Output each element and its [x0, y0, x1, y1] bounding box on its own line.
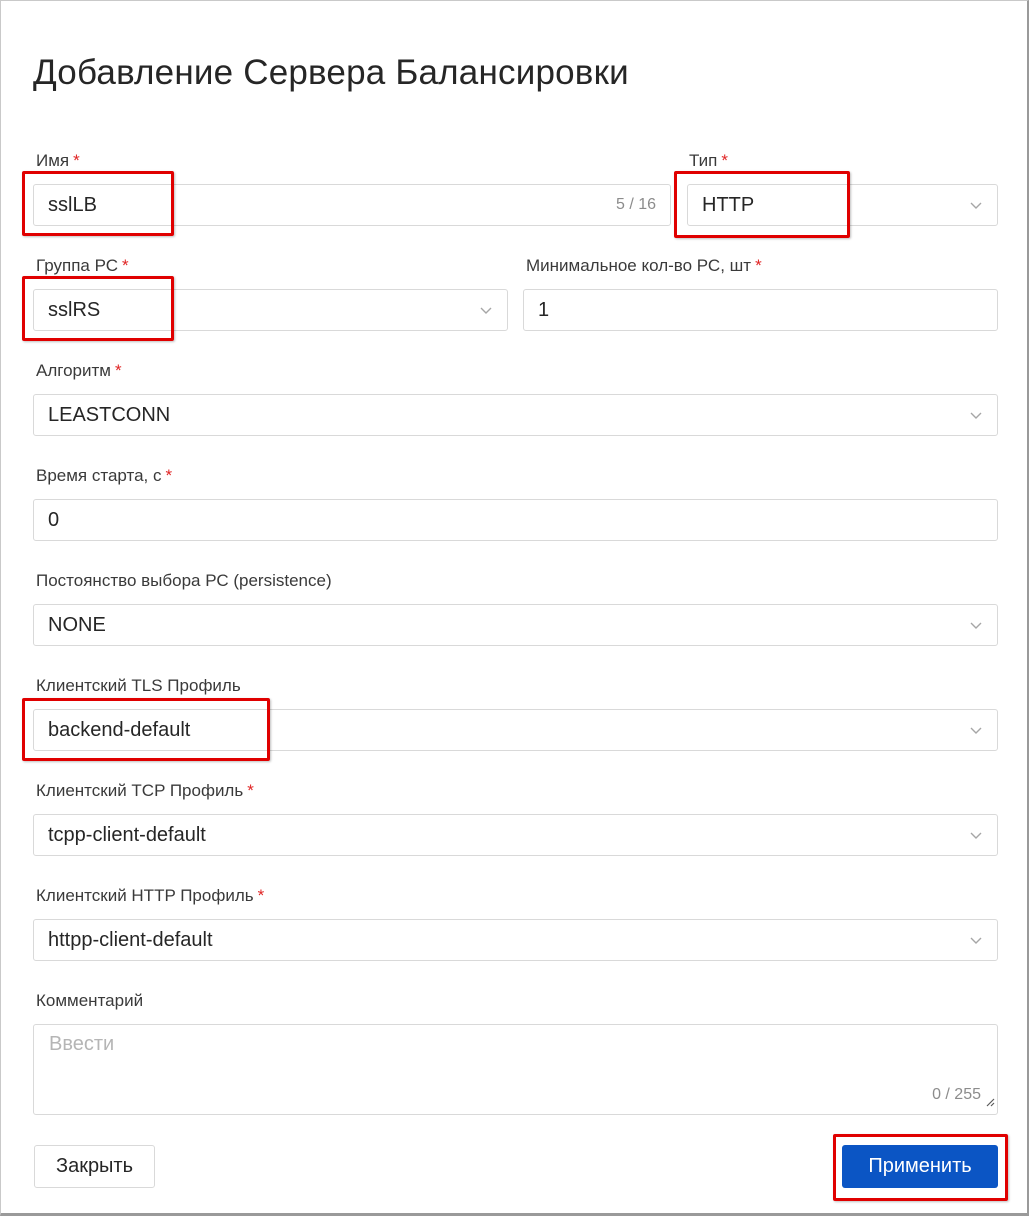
chevron-down-icon: [969, 618, 983, 632]
tcp-profile-select[interactable]: [33, 814, 998, 856]
required-mark: *: [73, 151, 80, 170]
pool-select-value: sslRS: [48, 298, 101, 321]
resize-grip-icon[interactable]: [985, 1094, 995, 1112]
apply-button[interactable]: Применить: [842, 1145, 998, 1188]
min-rs-input[interactable]: [523, 289, 998, 331]
http-profile-select-value: httpp-client-default: [48, 928, 213, 951]
persistence-select-value: NONE: [48, 613, 106, 636]
name-label: Имя *: [36, 151, 80, 170]
tcp-profile-select-value: tcpp-client-default: [48, 823, 206, 846]
required-mark: *: [165, 466, 173, 485]
comment-char-counter: 0 / 255: [932, 1086, 981, 1103]
start-time-input-value: 0: [48, 508, 60, 531]
start-time-input[interactable]: [33, 499, 998, 541]
chevron-down-icon: [479, 303, 493, 317]
persistence-select[interactable]: [33, 604, 998, 646]
pool-label: Группа РС *: [36, 256, 129, 275]
close-button[interactable]: Закрыть: [34, 1145, 155, 1188]
min-rs-input-value: 1: [538, 298, 550, 321]
required-mark: *: [247, 781, 254, 800]
name-input-value: sslLB: [48, 193, 97, 216]
type-select[interactable]: [687, 184, 998, 226]
comment-placeholder: Ввести: [49, 1033, 115, 1055]
start-time-label: Время старта, с *: [36, 466, 173, 485]
algorithm-select[interactable]: [33, 394, 998, 436]
tls-profile-select[interactable]: [33, 709, 998, 751]
required-mark: *: [755, 256, 762, 275]
dialog-title: Добавление Сервера Балансировки: [33, 53, 629, 92]
required-mark: *: [122, 256, 129, 275]
type-select-value: HTTP: [702, 193, 755, 216]
required-mark: *: [721, 151, 728, 170]
name-input[interactable]: [33, 184, 671, 226]
min-rs-label: Минимальное кол-во РС, шт *: [526, 256, 762, 275]
http-profile-select[interactable]: [33, 919, 998, 961]
comment-textarea[interactable]: [33, 1024, 998, 1115]
chevron-down-icon: [969, 408, 983, 422]
tcp-profile-label: Клиентский TCP Профиль *: [36, 781, 254, 800]
required-mark: *: [257, 886, 265, 905]
chevron-down-icon: [969, 828, 983, 842]
comment-label: Комментарий: [36, 991, 144, 1010]
persistence-label: Постоянство выбора РС (persistence): [36, 571, 332, 590]
algorithm-select-value: LEASTCONN: [48, 403, 171, 426]
tls-profile-label: Клиентский TLS Профиль: [36, 676, 241, 695]
tls-profile-select-value: backend-default: [48, 718, 191, 741]
chevron-down-icon: [969, 933, 983, 947]
name-char-counter: 5 / 16: [615, 196, 656, 213]
pool-select[interactable]: [33, 289, 508, 331]
algorithm-label: Алгоритм *: [36, 361, 122, 380]
type-label: Тип *: [689, 151, 728, 170]
http-profile-label: Клиентский HTTP Профиль *: [36, 886, 265, 905]
chevron-down-icon: [969, 723, 983, 737]
chevron-down-icon: [969, 198, 983, 212]
required-mark: *: [114, 361, 122, 380]
